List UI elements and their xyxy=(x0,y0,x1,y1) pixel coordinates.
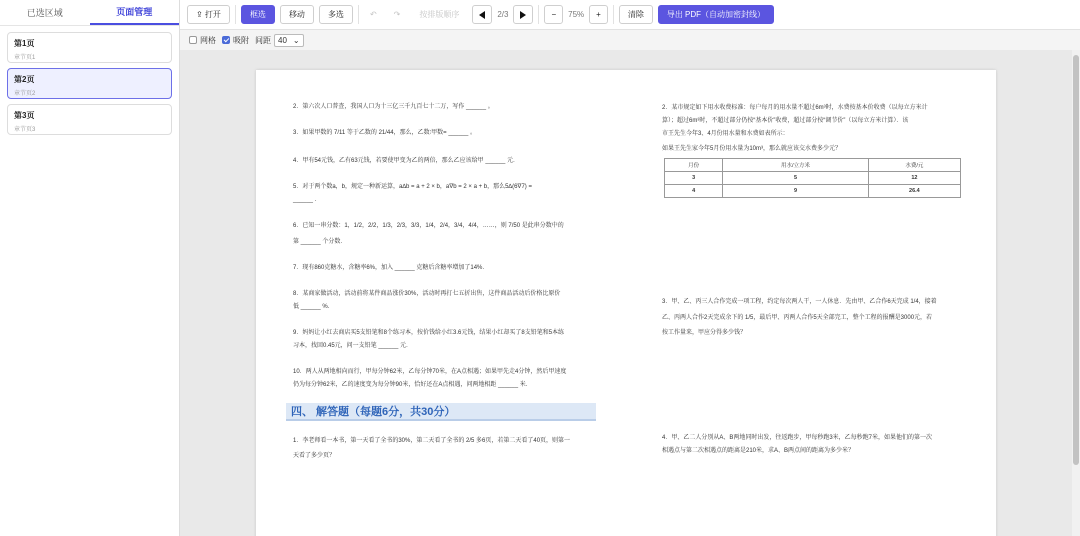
chevron-down-icon: ⌄ xyxy=(292,35,300,45)
spacing-select[interactable] xyxy=(274,34,304,47)
section-heading: 四、 解答题（每题6分，共30分） xyxy=(286,403,596,421)
question-item: 9．妈妈让小红去商店买5支铅笔和8个练习本，按价钱给小红3.6元钱，结果小红却买了8支铅笔和5本练 xyxy=(293,330,565,336)
toolbar-divider xyxy=(613,5,614,24)
water-fee-table xyxy=(664,158,961,198)
page-card-1[interactable] xyxy=(7,32,172,63)
sidebar-tabs xyxy=(0,0,179,26)
box-select-button[interactable]: 框选 xyxy=(241,5,275,24)
page-card-2[interactable] xyxy=(7,68,172,99)
toolbar-divider xyxy=(358,5,359,24)
exam-page[interactable] xyxy=(256,70,996,536)
tab-page-management[interactable]: 页面管理 xyxy=(90,0,180,25)
page-card-subtitle: 章节页3 xyxy=(14,127,36,133)
snap-option[interactable] xyxy=(222,35,249,46)
table-row xyxy=(665,185,961,198)
page-card-title: 第3页 xyxy=(14,111,35,120)
prev-page-button[interactable] xyxy=(472,5,492,24)
page-card-subtitle: 章节页2 xyxy=(14,91,36,97)
sort-layout-button[interactable]: 按排版顺序 xyxy=(411,5,467,24)
snap-checkbox[interactable] xyxy=(222,36,230,44)
snap-label: 吸附 xyxy=(233,35,249,45)
question-item: 如果王先生家今年5月份用水量为10m³，那么就应该交水费多少元？ xyxy=(662,146,842,152)
scrollbar-thumb[interactable] xyxy=(1073,55,1079,465)
question-item: 天看了多少页？ xyxy=(293,453,336,459)
question-item: ______ ． xyxy=(293,197,321,203)
page-indicator: 2/3 xyxy=(497,10,509,19)
spacing-value: 40 xyxy=(278,35,287,45)
question-item: 10．两人从两地相向而行，甲每分钟62米，乙每分钟70米，在A点相遇；如果甲先走4分钟，然后甲速度 xyxy=(293,369,567,375)
page-card-subtitle: 章节页1 xyxy=(14,55,36,61)
question-item: 第 ______ 个分数． xyxy=(293,239,347,245)
question-item: 5．对于两个数a，b，规定一种新运算，a∆b = a + 2 × b，a∇b = 2 × a + b，那么5∆(6∇7) = xyxy=(293,184,532,190)
question-item: 市王先生今年3、4月份用水量和水费如表所示： xyxy=(662,131,789,137)
toolbar-divider xyxy=(538,5,539,24)
canvas-area[interactable] xyxy=(180,50,1072,536)
page-list xyxy=(0,26,179,146)
export-pdf-button[interactable]: 导出 PDF（自动加密封线） xyxy=(658,5,774,24)
question-item: 6．已知一串分数：1，1/2，2/2，1/3，2/3，3/3，1/4，2/4，3/4，4/4，……，则 7/50 是此串分数中的 xyxy=(293,223,564,229)
page-card-title: 第2页 xyxy=(14,75,35,84)
table-row xyxy=(665,159,961,172)
table-row xyxy=(665,172,961,185)
question-item: 2．第六次人口普查，我国人口为十三亿三千九百七十二万，写作 ______ 。 xyxy=(293,104,494,110)
triangle-right-icon xyxy=(520,11,526,19)
table-cell: 3 xyxy=(665,172,723,185)
table-cell: 26.4 xyxy=(868,185,960,198)
open-button[interactable]: ⇪ 打开 xyxy=(187,5,230,24)
question-item: 3．如果甲数的 7/11 等于乙数的 21/44，那么，乙数∶甲数= ______ 。 xyxy=(293,130,477,136)
question-item: 按工作量来，甲应分得多少钱？ xyxy=(662,330,747,336)
next-page-button[interactable] xyxy=(513,5,533,24)
table-header-cell: 月份 xyxy=(665,159,723,172)
options-bar xyxy=(180,30,1080,50)
question-item: 习本，找回0.45元，问一支铅笔 ______ 元． xyxy=(293,343,413,349)
grid-checkbox[interactable] xyxy=(189,36,197,44)
zoom-level: 75% xyxy=(568,10,585,19)
spacing-label: 间距 xyxy=(255,35,271,45)
multi-select-button[interactable]: 多选 xyxy=(319,5,353,24)
question-item: 4．甲有54元钱，乙有63元钱，若要使甲变为乙的两倍，那么乙应该给甲 ______ 元． xyxy=(293,158,520,164)
question-item: 相遇点与第二次相遇点的距离是210米，求A、B两点间的距离为多少米？ xyxy=(662,448,855,454)
zoom-out-button[interactable]: − xyxy=(544,5,563,24)
table-cell: 5 xyxy=(723,172,869,185)
grid-option[interactable] xyxy=(189,35,216,46)
redo-button[interactable]: ↷ xyxy=(388,5,407,24)
table-cell: 12 xyxy=(868,172,960,185)
question-item: 1．李老师看一本书，第一天看了全书的30%，第二天看了全书的 2/5 多6页，若第二天看了40页，则第一 xyxy=(293,438,571,444)
sidebar xyxy=(0,0,180,536)
toolbar-divider xyxy=(235,5,236,24)
move-button[interactable]: 移动 xyxy=(280,5,314,24)
question-item: 7．现有860克糖水，含糖率6%，加入 ______ 克糖后含糖率增加了14%． xyxy=(293,265,489,271)
clear-button[interactable]: 清除 xyxy=(619,5,653,24)
undo-button[interactable]: ↶ xyxy=(364,5,383,24)
table-header-cell: 用水/立方米 xyxy=(723,159,869,172)
question-item: 8．某商家做活动，活动前将某件商品涨价30%，活动时再打七五折出售，这件商品活动后价格比原价 xyxy=(293,291,561,297)
question-item: 算）；超过6m³时，不超过部分仍按“基本价”收费，超过部分按“调节价”（以每立方米计算）．该 xyxy=(662,118,909,124)
question-item: 低 ______ %． xyxy=(293,304,334,310)
zoom-in-button[interactable]: + xyxy=(589,5,608,24)
question-item: 乙、丙两人合作2天完成余下的 1/5，最后甲、丙两人合作5天全部完工，整个工程的报酬是3000元，若 xyxy=(662,315,933,321)
page-card-3[interactable] xyxy=(7,104,172,135)
tab-selected-areas[interactable]: 已选区域 xyxy=(26,8,63,18)
question-item: 仍为每分钟62米，乙的速度变为每分钟90米，恰好还在A点相遇，问两地相距 ______ 米． xyxy=(293,382,532,388)
triangle-left-icon xyxy=(479,11,485,19)
question-item: 2．某市规定如下用水收费标准：每户每月的用水量不超过6m³时，水费按基本价收费（以每立方米计 xyxy=(662,105,928,111)
table-cell: 9 xyxy=(723,185,869,198)
table-header-cell: 水费/元 xyxy=(868,159,960,172)
page-card-title: 第1页 xyxy=(14,39,35,48)
table-cell: 4 xyxy=(665,185,723,198)
question-item: 4．甲、乙二人分别从A、B两地同时出发，往返跑步，甲每秒跑3米，乙每秒跑7米，如果他们的第一次 xyxy=(662,435,933,441)
grid-label: 网格 xyxy=(200,35,216,45)
question-item: 3．甲、乙、丙三人合作完成一项工程，约定每次两人干，一人休息．先由甲、乙合作6天完成 1/4，接着 xyxy=(662,299,937,305)
toolbar xyxy=(180,0,1080,30)
vertical-scrollbar[interactable] xyxy=(1072,50,1080,536)
